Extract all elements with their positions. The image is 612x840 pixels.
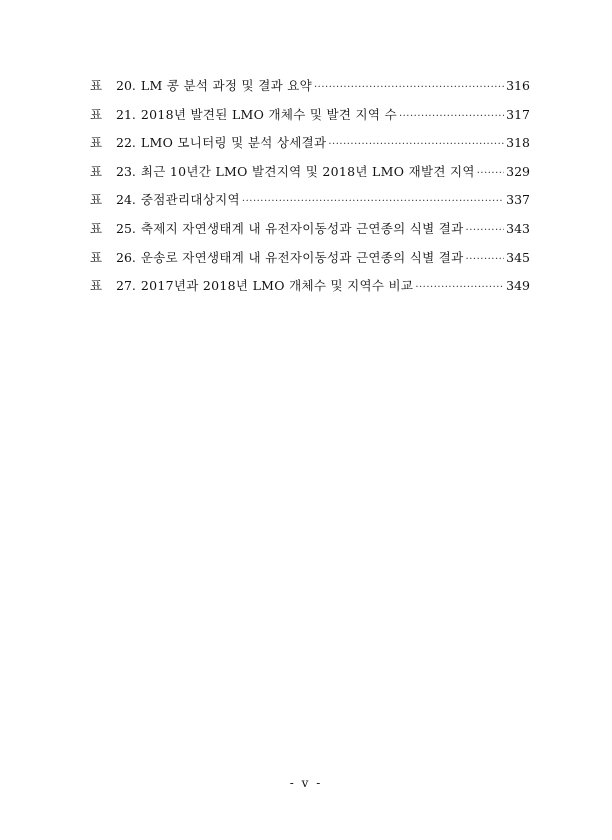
page-number: - v - — [289, 776, 323, 790]
toc-entry-number: 22. — [116, 135, 136, 151]
toc-entry-title: 최근 10년간 LMO 발견지역 및 2018년 LMO 재발견 지역 — [140, 163, 475, 179]
toc-entry-prefix: 표 — [90, 192, 103, 208]
toc-entry-prefix: 표 — [90, 163, 103, 179]
toc-entry[interactable] — [90, 276, 530, 305]
toc-entry-page: 316 — [506, 78, 530, 93]
toc-dot-leader — [328, 139, 504, 150]
toc-entry-title: 2017년과 2018년 LMO 개체수 및 지역수 비교 — [140, 278, 414, 294]
toc-dot-leader — [415, 282, 504, 293]
toc-entry[interactable] — [90, 162, 530, 191]
toc-entry-prefix: 표 — [90, 278, 103, 294]
toc-dot-leader — [314, 82, 504, 93]
toc-entry-number: 24. — [116, 192, 136, 208]
toc-entry-number: 26. — [116, 249, 136, 265]
toc-entry-page: 337 — [506, 192, 530, 208]
toc-entry-prefix: 표 — [90, 106, 103, 122]
toc-entry-number: 27. — [116, 278, 136, 294]
toc-dot-leader — [242, 196, 504, 207]
toc-entry-title: 2018년 발견된 LMO 개체수 및 발견 지역 수 — [140, 106, 397, 122]
toc-entry-title: 운송로 자연생태계 내 유전자이동성과 근연종의 식별 결과 — [140, 249, 464, 265]
toc-entry-page: 329 — [506, 163, 530, 179]
toc-dot-leader — [466, 254, 505, 265]
toc-entry[interactable] — [90, 105, 530, 134]
toc-entry[interactable] — [90, 219, 530, 248]
toc-entry[interactable] — [90, 76, 530, 105]
toc-entry-prefix: 표 — [90, 220, 103, 236]
toc-entry-prefix: 표 — [90, 78, 103, 93]
toc-entry-title: 중점관리대상지역 — [140, 192, 240, 208]
toc-entry-prefix: 표 — [90, 135, 103, 151]
toc-entry-title: 축제지 자연생태계 내 유전자이동성과 근연종의 식별 결과 — [140, 220, 464, 236]
toc-dot-leader — [477, 168, 504, 179]
toc-entry[interactable] — [90, 190, 530, 219]
toc-entry[interactable] — [90, 133, 530, 162]
toc-entry-number: 20. — [116, 78, 136, 93]
toc-entry[interactable] — [90, 248, 530, 277]
toc-entry-number: 25. — [116, 220, 136, 236]
table-of-tables — [90, 76, 530, 305]
toc-entry-page: 318 — [506, 135, 530, 151]
toc-entry-page: 317 — [506, 106, 530, 122]
toc-entry-number: 21. — [116, 106, 136, 122]
toc-entry-prefix: 표 — [90, 249, 103, 265]
toc-entry-page: 343 — [506, 220, 530, 236]
toc-dot-leader — [399, 111, 504, 122]
toc-dot-leader — [466, 225, 505, 236]
toc-entry-title: LMO 모니터링 및 분석 상세결과 — [140, 135, 327, 151]
toc-entry-number: 23. — [116, 163, 136, 179]
toc-entry-page: 345 — [506, 249, 530, 265]
toc-entry-page: 349 — [506, 278, 530, 294]
toc-entry-title: LM 콩 분석 과정 및 결과 요약 — [140, 78, 312, 93]
